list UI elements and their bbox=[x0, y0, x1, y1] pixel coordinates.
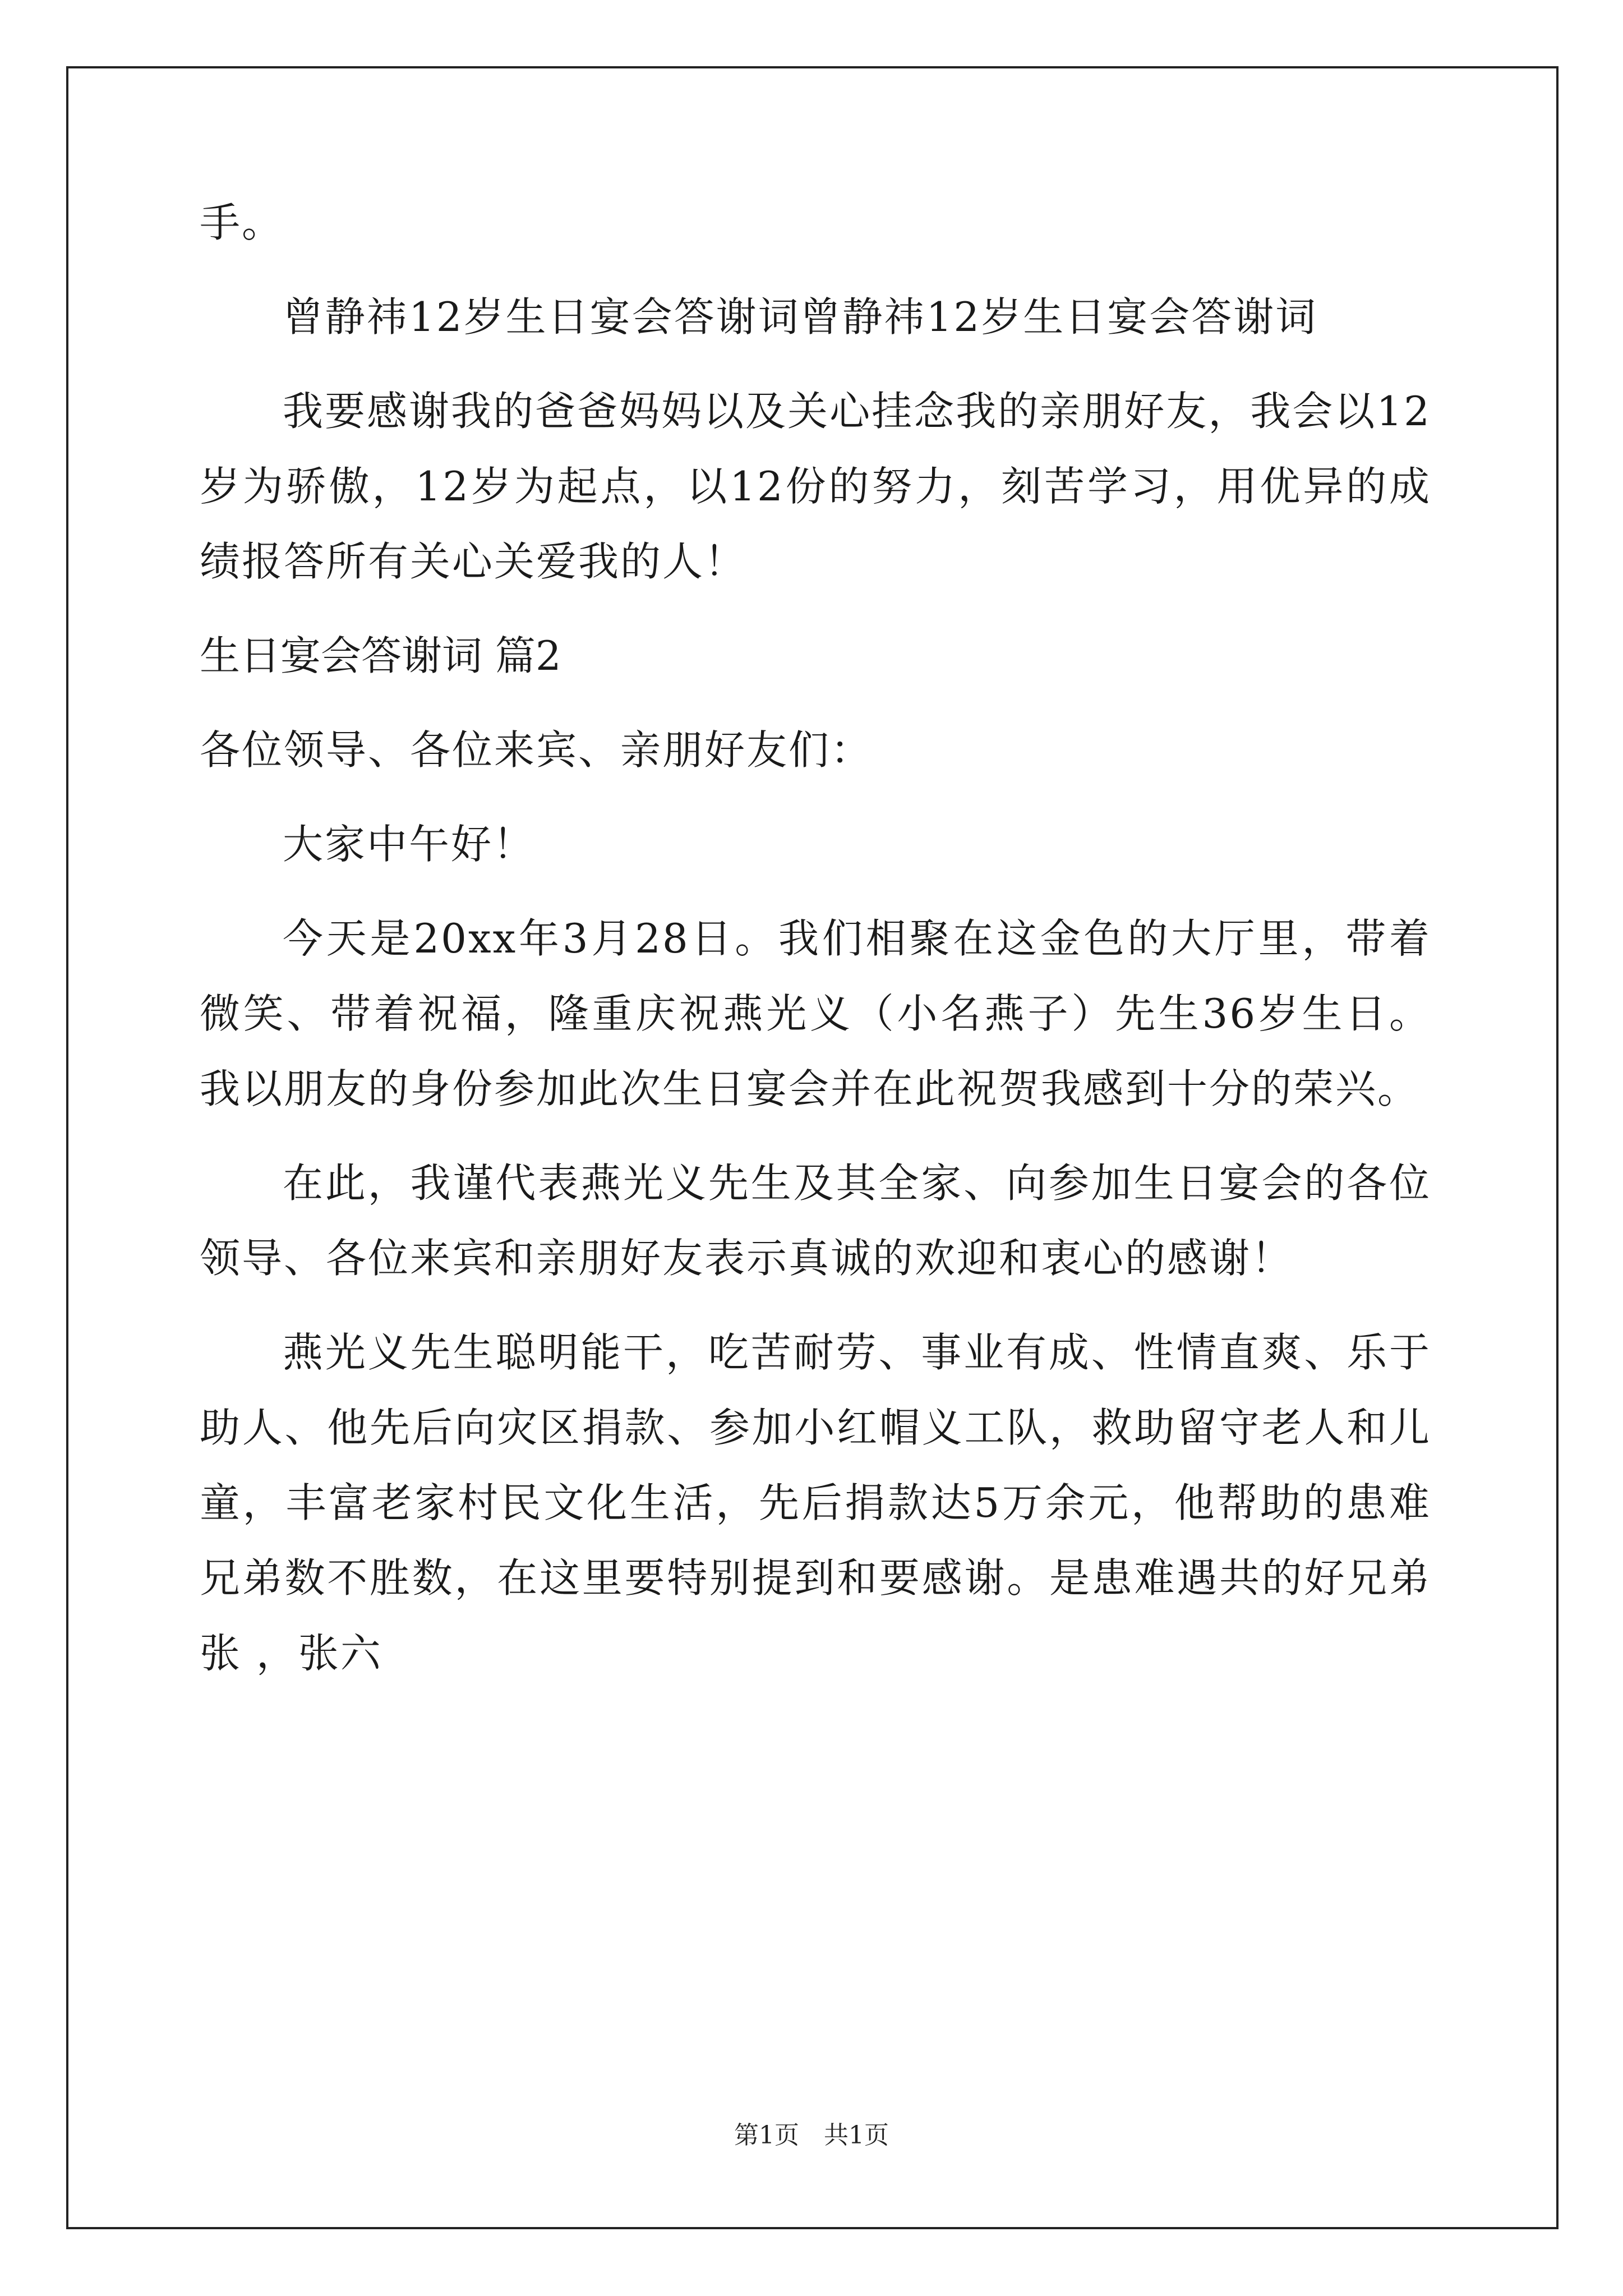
salutation: 各位领导、各位来宾、亲朋好友们： bbox=[200, 726, 873, 774]
paragraph: 燕光义先生聪明能干，吃苦耐劳、事业有成、性情直爽、乐于助人、他先后向灾区捐款、参加小红帽义工队，救助留守老人和儿童，丰富老家村民文化生活，先后捐款达5万余元，他帮助的患难兄弟数不胜数，在这里要特别提到和要感谢。是患难遇共的好兄弟张 ，张六 bbox=[200, 1329, 1431, 1677]
paragraph: 今天是20xx年3月28日。我们相聚在这金色的大厅里，带着微笑、带着祝福，隆重庆祝燕光义（小名燕子）先生36岁生日。我以朋友的身份参加此次生日宴会并在此祝贺我感到十分的荣兴。 bbox=[200, 915, 1431, 1112]
document-body bbox=[200, 185, 1431, 1691]
section-heading: 生日宴会答谢词 篇2 bbox=[200, 632, 561, 679]
greeting: 大家中午好！ bbox=[283, 821, 536, 868]
paragraph: 手。 bbox=[200, 199, 284, 246]
paragraph: 我要感谢我的爸爸妈妈以及关心挂念我的亲朋好友，我会以12岁为骄傲，12岁为起点，以12份的努力，刻苦学习，用优异的成绩报答所有关心关爱我的人！ bbox=[200, 388, 1431, 585]
page-footer: 第1页 共1页 bbox=[734, 2121, 889, 2150]
paragraph: 曾静祎12岁生日宴会答谢词曾静祎12岁生日宴会答谢词 bbox=[283, 293, 1318, 341]
paragraph: 在此，我谨代表燕光义先生及其全家、向参加生日宴会的各位领导、各位来宾和亲朋好友表示真诚的欢迎和衷心的感谢！ bbox=[200, 1159, 1431, 1282]
